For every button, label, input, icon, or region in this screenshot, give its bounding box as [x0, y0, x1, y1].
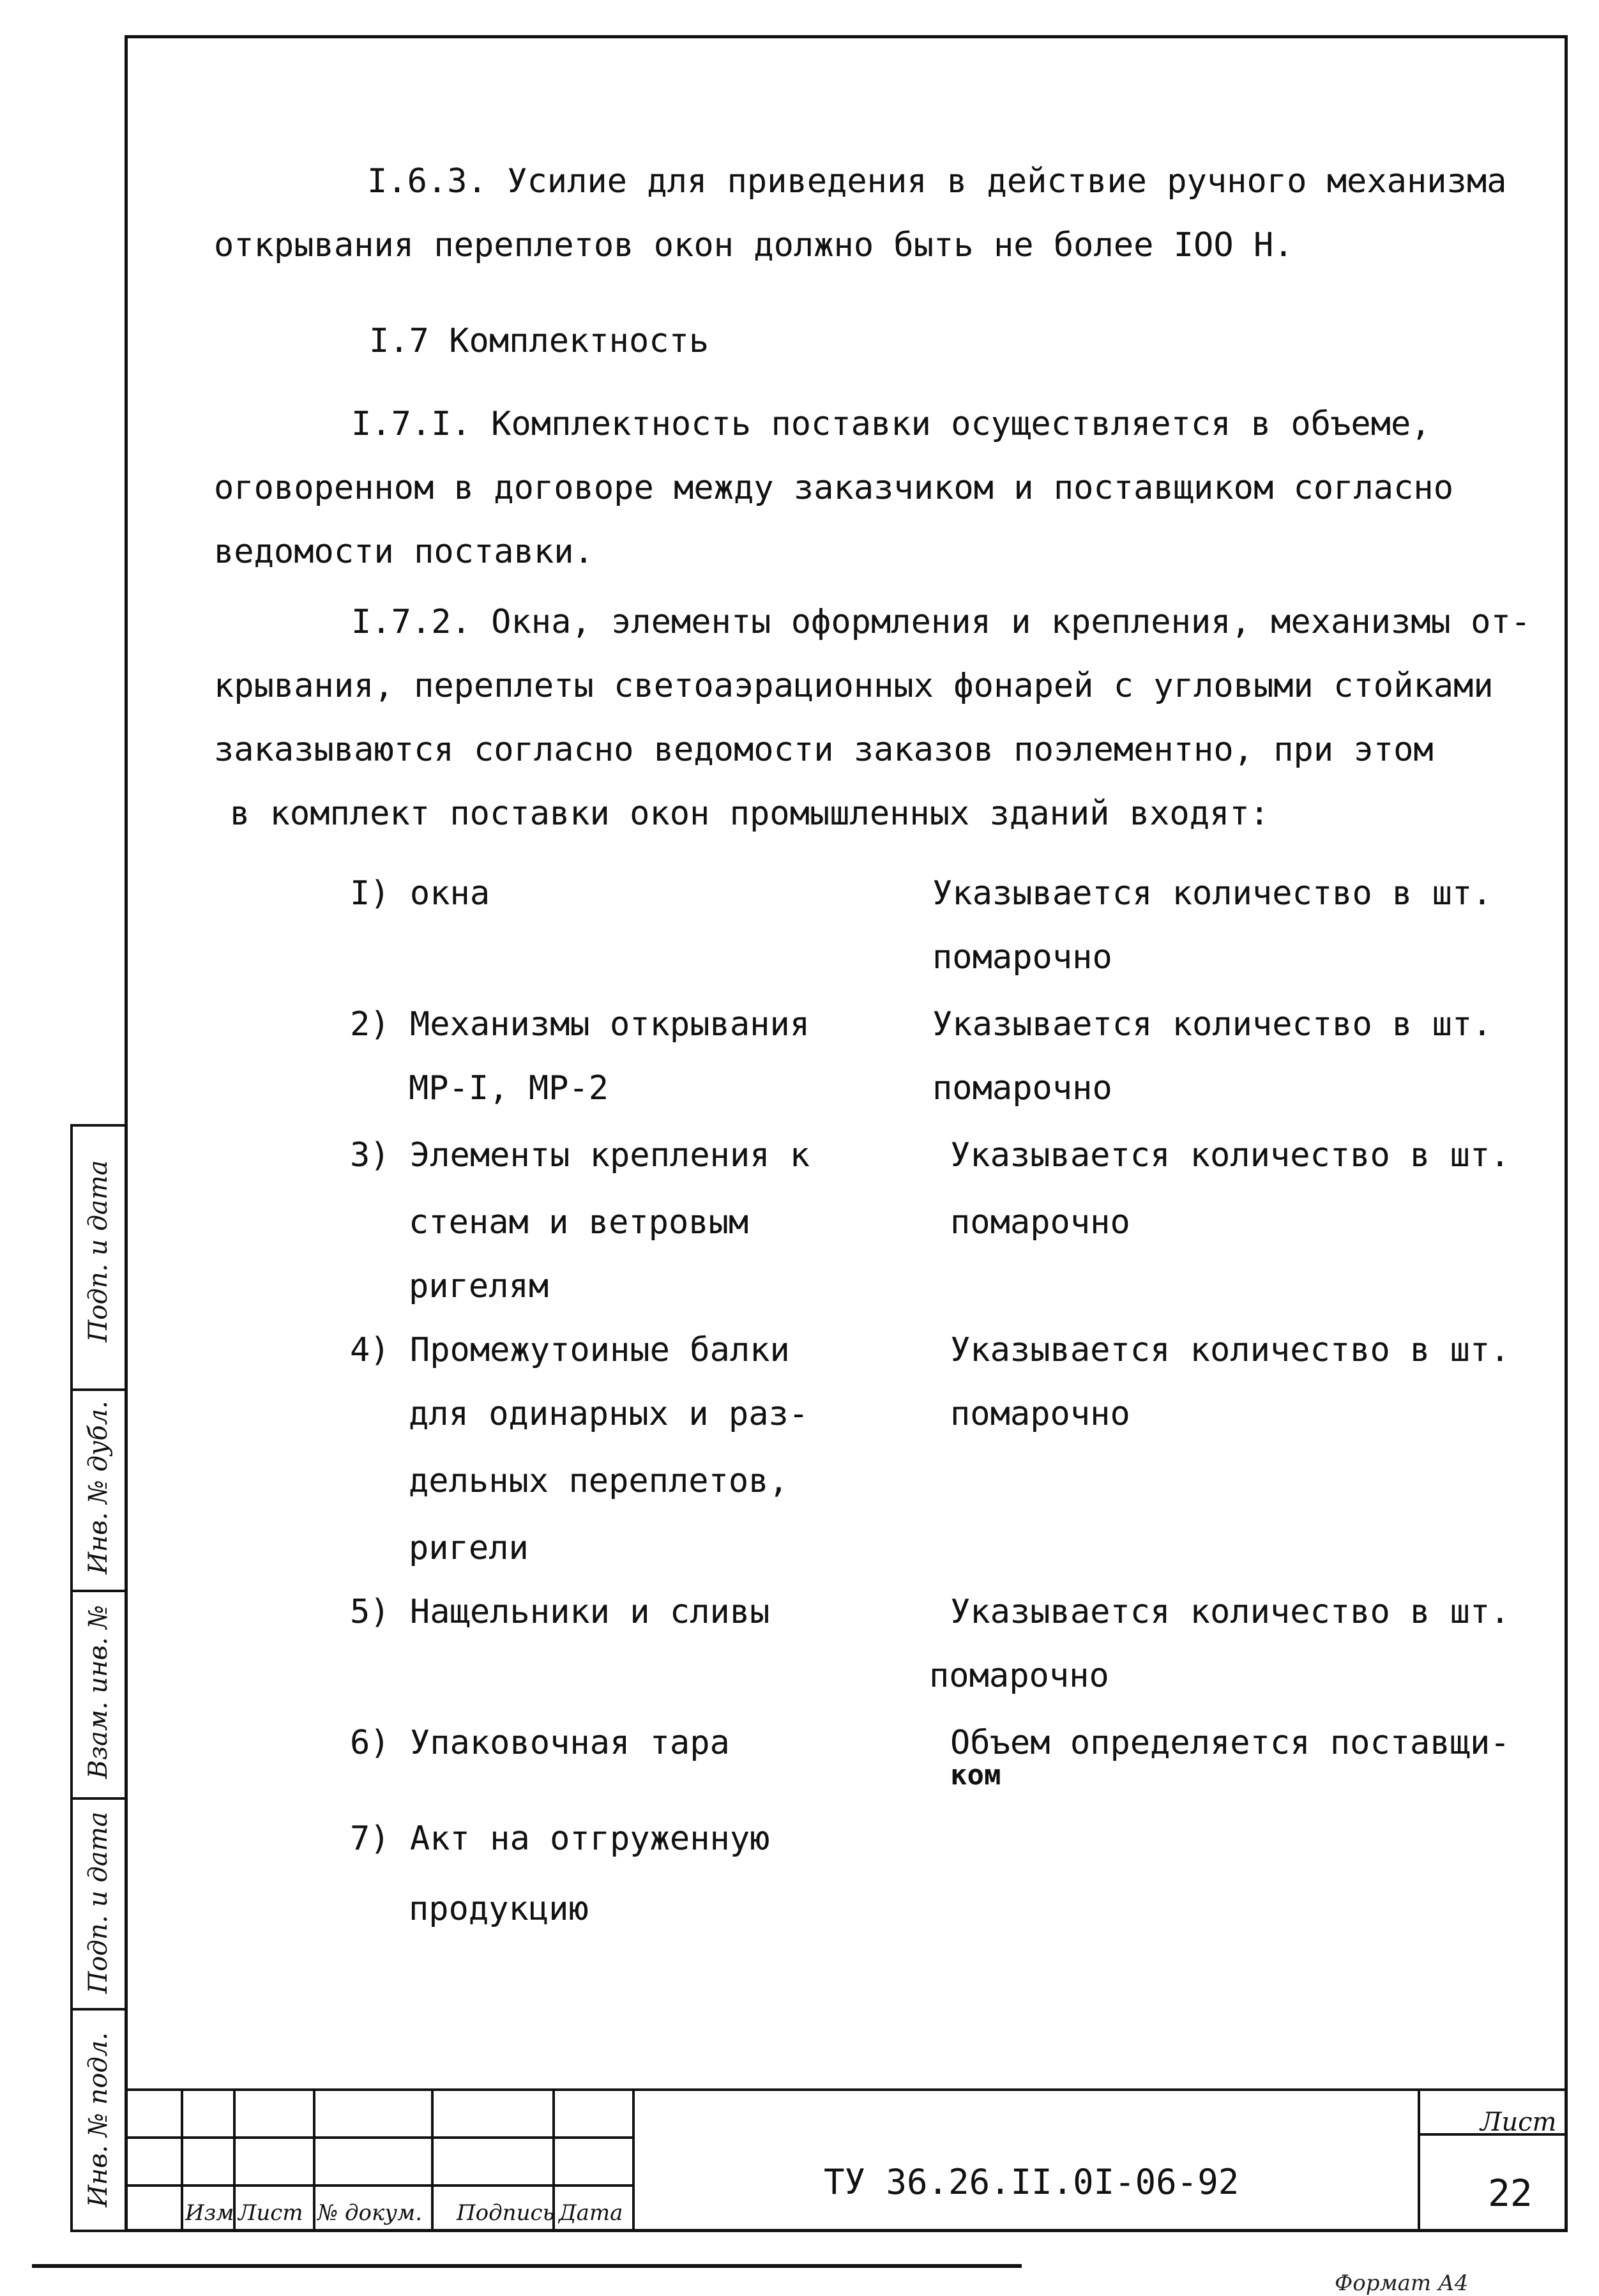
document-code: ТУ 36.26.II.0I-06-92 [824, 2162, 1239, 2202]
section-heading-1-7: I.7 Комплектность [369, 322, 709, 360]
strip-label-dup-inv: Инв. № дубл. [84, 1401, 113, 1574]
item-4-name-line-3: дельных переплетов, [409, 1462, 789, 1500]
item-3-name-line-3: ригелям [409, 1267, 549, 1305]
sheet-label: Лист [1480, 2108, 1557, 2137]
strip-label-sign-date-top: Подп. и дата [84, 1160, 113, 1342]
item-1-name-line-1: I) окна [350, 874, 490, 913]
item-5-note-line-1: Указывается количество в шт. [950, 1593, 1510, 1631]
item-4-name-line-1: 4) Промежутоиные балки [350, 1331, 790, 1369]
paragraph-1-7-1-line-1: I.7.I. Комплектность поставки осуществляется в объеме, [351, 405, 1431, 443]
paragraph-1-7-2-line-1: I.7.2. Окна, элементы оформления и крепления, механизмы от- [351, 603, 1531, 641]
item-1-note-line-1: Указывается количество в шт. [932, 874, 1492, 913]
paragraph-1-6-3-line-2: открывания переплетов окон должно быть не более IOO Н. [214, 226, 1294, 264]
item-6-note-line-1: Объем определяется поставщи- [950, 1724, 1510, 1762]
item-7-name-line-1: 7) Акт на отгруженную [350, 1820, 770, 1858]
item-7-name-line-2: продукцию [409, 1890, 589, 1928]
paragraph-1-7-1-line-2: оговоренном в договоре между заказчиком и поставщиком согласно [214, 469, 1454, 507]
item-5-name-line-1: 5) Нащельники и сливы [350, 1593, 770, 1631]
item-2-note-line-2: помарочно [932, 1069, 1112, 1107]
stamp-col-izm: Изм [185, 2200, 234, 2226]
paragraph-1-7-2-line-2: крывания, переплеты светоаэрационных фонарей с угловыми стойками [214, 667, 1494, 705]
bottom-rule [32, 2264, 1022, 2268]
format-mark: Формат А4 [1335, 2270, 1469, 2296]
strip-label-replace-inv: Взам. инв. № [84, 1604, 113, 1779]
item-3-note-line-2: помарочно [950, 1203, 1130, 1242]
item-3-name-line-1: 3) Элементы крепления к [350, 1136, 810, 1175]
item-2-name-line-2: МР-I, МР-2 [409, 1069, 609, 1107]
paragraph-1-6-3-line-1: I.6.3. Усилие для приведения в действие ручного механизма [367, 162, 1507, 201]
item-3-name-line-2: стенам и ветровым [409, 1203, 749, 1242]
stamp-col-doc: № докум. [317, 2200, 423, 2226]
item-3-note-line-1: Указывается количество в шт. [950, 1136, 1510, 1175]
paragraph-1-7-2-line-3: заказываются согласно ведомости заказов поэлементно, при этом [214, 731, 1434, 769]
side-approval-strip [70, 1124, 125, 2232]
paragraph-1-7-2-line-4: в комплект поставки окон промышленных зданий входят: [230, 794, 1269, 833]
item-4-note-line-1: Указывается количество в шт. [950, 1331, 1510, 1369]
strip-label-inv-original: Инв. № подл. [84, 2032, 113, 2207]
item-5-note-line-2: помарочно [929, 1657, 1109, 1695]
item-6-name-line-1: 6) Упаковочная тара [350, 1724, 730, 1762]
item-1-note-line-2: помарочно [932, 938, 1112, 977]
item-2-name-line-1: 2) Механизмы открывания [350, 1005, 810, 1044]
sheet-number: 22 [1488, 2171, 1533, 2215]
item-4-name-line-4: ригели [409, 1529, 529, 1567]
stamp-col-sign: Подпись [457, 2200, 555, 2226]
item-4-note-line-2: помарочно [950, 1395, 1130, 1433]
stamp-col-date: Дата [559, 2200, 623, 2226]
title-block [125, 2088, 1568, 2232]
stamp-col-list: Лист [238, 2200, 303, 2226]
strip-label-sign-date: Подп. и дата [84, 1811, 113, 1994]
item-6-note-line-2: ком [950, 1759, 1001, 1791]
page-frame [125, 35, 1568, 2232]
item-2-note-line-1: Указывается количество в шт. [932, 1005, 1492, 1044]
item-4-name-line-2: для одинарных и раз- [409, 1395, 809, 1433]
paragraph-1-7-1-line-3: ведомости поставки. [214, 533, 594, 571]
